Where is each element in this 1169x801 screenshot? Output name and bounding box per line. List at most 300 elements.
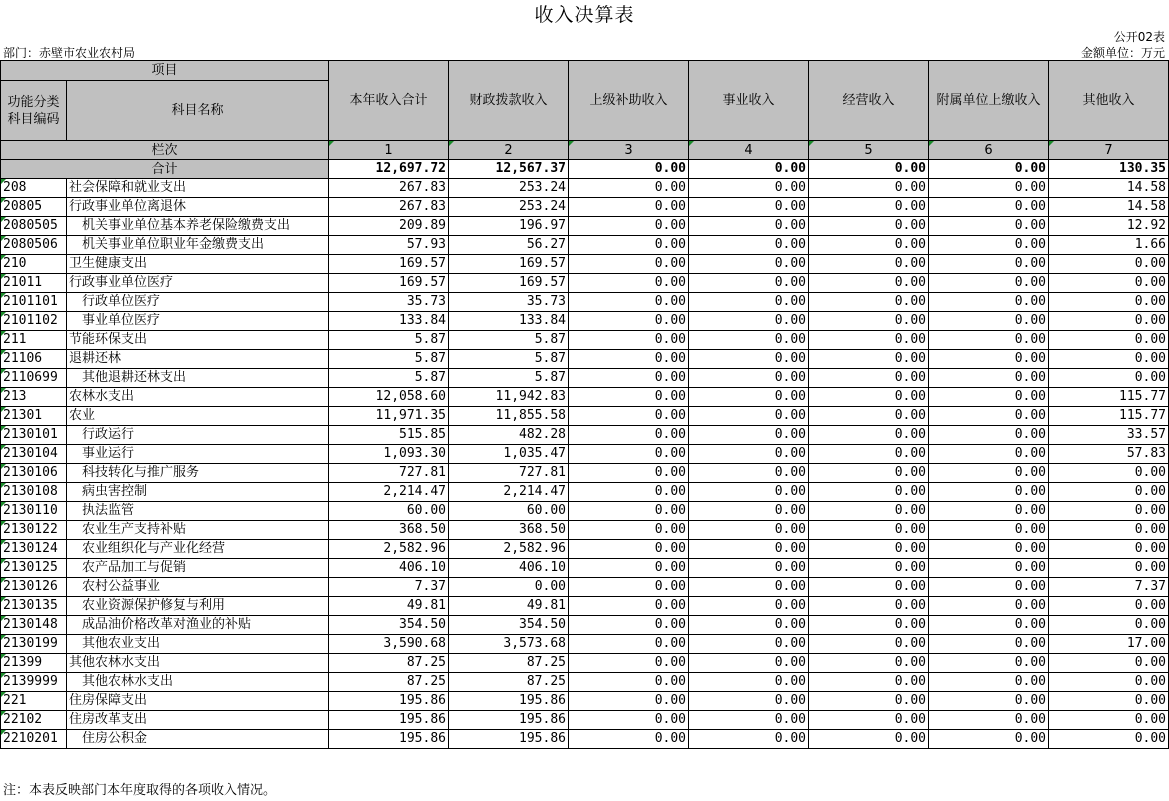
row-code: 2130199	[1, 635, 67, 654]
row-value: 267.83	[329, 198, 449, 217]
row-value: 0.00	[569, 426, 689, 445]
row-value: 0.00	[929, 692, 1049, 711]
row-value: 0.00	[1049, 673, 1169, 692]
total-value: 0.00	[809, 160, 929, 179]
row-value: 0.00	[1049, 255, 1169, 274]
row-value: 0.00	[569, 559, 689, 578]
table-row	[1, 730, 1169, 749]
column-index: 6	[929, 141, 1049, 160]
row-value: 0.00	[569, 578, 689, 597]
row-value: 0.00	[689, 179, 809, 198]
row-name: 农村公益事业	[67, 578, 329, 597]
row-value: 0.00	[1049, 274, 1169, 293]
row-value: 195.86	[449, 692, 569, 711]
row-value: 0.00	[569, 540, 689, 559]
row-value: 0.00	[689, 369, 809, 388]
row-value: 368.50	[449, 521, 569, 540]
row-value: 0.00	[569, 179, 689, 198]
row-code: 210	[1, 255, 67, 274]
row-value: 0.00	[569, 198, 689, 217]
row-value: 11,942.83	[449, 388, 569, 407]
header-col-5: 经营收入	[809, 61, 929, 141]
row-value: 0.00	[1049, 502, 1169, 521]
total-value: 130.35	[1049, 160, 1169, 179]
row-name: 事业单位医疗	[67, 312, 329, 331]
row-value: 209.89	[329, 217, 449, 236]
row-value: 0.00	[689, 274, 809, 293]
row-value: 2,582.96	[449, 540, 569, 559]
total-value: 12,567.37	[449, 160, 569, 179]
row-name: 事业运行	[67, 445, 329, 464]
table-row	[1, 293, 1169, 312]
row-name: 行政事业单位离退休	[67, 198, 329, 217]
row-name: 卫生健康支出	[67, 255, 329, 274]
row-value: 0.00	[689, 540, 809, 559]
row-value: 0.00	[569, 236, 689, 255]
row-value: 0.00	[929, 730, 1049, 749]
row-value: 0.00	[1049, 483, 1169, 502]
row-value: 0.00	[1049, 730, 1169, 749]
row-value: 0.00	[929, 255, 1049, 274]
row-code: 2080505	[1, 217, 67, 236]
row-value: 0.00	[569, 350, 689, 369]
row-code: 2130110	[1, 502, 67, 521]
total-value: 0.00	[569, 160, 689, 179]
row-value: 0.00	[809, 179, 929, 198]
row-value: 0.00	[569, 464, 689, 483]
row-value: 5.87	[329, 369, 449, 388]
row-value: 169.57	[329, 255, 449, 274]
row-value: 0.00	[809, 692, 929, 711]
row-value: 0.00	[569, 730, 689, 749]
row-value: 0.00	[1049, 350, 1169, 369]
row-value: 253.24	[449, 198, 569, 217]
row-value: 0.00	[689, 711, 809, 730]
row-value: 0.00	[689, 312, 809, 331]
table-row	[1, 369, 1169, 388]
row-value: 0.00	[929, 388, 1049, 407]
row-value: 3,590.68	[329, 635, 449, 654]
row-name: 住房改革支出	[67, 711, 329, 730]
row-value: 5.87	[449, 369, 569, 388]
table-row	[1, 597, 1169, 616]
row-value: 0.00	[569, 616, 689, 635]
row-value: 0.00	[929, 616, 1049, 635]
row-value: 0.00	[809, 711, 929, 730]
table-row	[1, 179, 1169, 198]
row-value: 354.50	[449, 616, 569, 635]
column-index-row	[1, 141, 1169, 160]
row-value: 0.00	[809, 502, 929, 521]
table-row	[1, 445, 1169, 464]
row-value: 12,058.60	[329, 388, 449, 407]
row-value: 87.25	[329, 673, 449, 692]
row-value: 0.00	[449, 578, 569, 597]
row-code: 20805	[1, 198, 67, 217]
row-value: 133.84	[449, 312, 569, 331]
row-code: 221	[1, 692, 67, 711]
row-value: 0.00	[809, 578, 929, 597]
row-name: 机关事业单位职业年金缴费支出	[67, 236, 329, 255]
row-code: 2130125	[1, 559, 67, 578]
row-value: 0.00	[809, 369, 929, 388]
row-value: 0.00	[569, 483, 689, 502]
row-value: 0.00	[809, 483, 929, 502]
row-value: 0.00	[689, 483, 809, 502]
row-value: 0.00	[569, 521, 689, 540]
row-name: 农林水支出	[67, 388, 329, 407]
column-index: 2	[449, 141, 569, 160]
row-code: 2139999	[1, 673, 67, 692]
row-name: 农业组织化与产业化经营	[67, 540, 329, 559]
row-code: 22102	[1, 711, 67, 730]
table-row	[1, 274, 1169, 293]
table-row	[1, 673, 1169, 692]
row-value: 0.00	[929, 540, 1049, 559]
row-value: 0.00	[1049, 654, 1169, 673]
row-value: 87.25	[449, 673, 569, 692]
header-code: 功能分类科目编码	[1, 81, 67, 141]
row-name: 住房公积金	[67, 730, 329, 749]
row-value: 0.00	[1049, 312, 1169, 331]
row-value: 0.00	[809, 388, 929, 407]
header-item: 项目	[1, 61, 329, 81]
row-value: 60.00	[449, 502, 569, 521]
row-value: 0.00	[929, 597, 1049, 616]
row-value: 406.10	[329, 559, 449, 578]
row-value: 1,093.30	[329, 445, 449, 464]
row-value: 0.00	[569, 711, 689, 730]
row-value: 0.00	[809, 236, 929, 255]
row-value: 0.00	[929, 369, 1049, 388]
row-value: 60.00	[329, 502, 449, 521]
row-value: 0.00	[809, 274, 929, 293]
row-value: 0.00	[809, 293, 929, 312]
row-value: 2,214.47	[329, 483, 449, 502]
row-value: 7.37	[1049, 578, 1169, 597]
column-index: 5	[809, 141, 929, 160]
table-row	[1, 502, 1169, 521]
row-value: 57.83	[1049, 445, 1169, 464]
row-value: 0.00	[929, 236, 1049, 255]
row-value: 33.57	[1049, 426, 1169, 445]
row-value: 0.00	[689, 217, 809, 236]
row-value: 0.00	[569, 692, 689, 711]
row-name: 行政事业单位医疗	[67, 274, 329, 293]
row-value: 0.00	[809, 559, 929, 578]
row-value: 195.86	[329, 692, 449, 711]
row-name: 执法监管	[67, 502, 329, 521]
row-value: 0.00	[809, 255, 929, 274]
row-value: 0.00	[929, 217, 1049, 236]
row-value: 0.00	[689, 426, 809, 445]
row-value: 0.00	[929, 464, 1049, 483]
form-number: 公开02表	[1113, 30, 1165, 44]
row-value: 49.81	[449, 597, 569, 616]
header-col-1: 本年收入合计	[329, 61, 449, 141]
row-value: 35.73	[449, 293, 569, 312]
row-name: 成品油价格改革对渔业的补贴	[67, 616, 329, 635]
row-value: 0.00	[569, 312, 689, 331]
row-name: 科技转化与推广服务	[67, 464, 329, 483]
header-col-2: 财政拨款收入	[449, 61, 569, 141]
row-name: 机关事业单位基本养老保险缴费支出	[67, 217, 329, 236]
row-value: 0.00	[809, 540, 929, 559]
row-value: 87.25	[449, 654, 569, 673]
row-value: 0.00	[809, 198, 929, 217]
row-name: 退耕还林	[67, 350, 329, 369]
table-row	[1, 426, 1169, 445]
row-value: 115.77	[1049, 388, 1169, 407]
row-name: 病虫害控制	[67, 483, 329, 502]
row-value: 0.00	[569, 293, 689, 312]
total-row	[1, 160, 1169, 179]
row-value: 0.00	[689, 673, 809, 692]
row-value: 115.77	[1049, 407, 1169, 426]
row-value: 0.00	[929, 559, 1049, 578]
row-value: 0.00	[929, 521, 1049, 540]
row-value: 482.28	[449, 426, 569, 445]
row-value: 0.00	[809, 635, 929, 654]
row-value: 0.00	[929, 407, 1049, 426]
table-row	[1, 635, 1169, 654]
row-value: 0.00	[689, 692, 809, 711]
row-value: 0.00	[809, 673, 929, 692]
row-value: 5.87	[449, 350, 569, 369]
row-value: 49.81	[329, 597, 449, 616]
row-value: 0.00	[929, 426, 1049, 445]
row-value: 195.86	[329, 730, 449, 749]
row-value: 0.00	[929, 654, 1049, 673]
row-value: 169.57	[329, 274, 449, 293]
row-value: 2,582.96	[329, 540, 449, 559]
row-value: 11,971.35	[329, 407, 449, 426]
row-value: 2,214.47	[449, 483, 569, 502]
row-code: 21399	[1, 654, 67, 673]
row-value: 195.86	[449, 730, 569, 749]
row-value: 0.00	[1049, 369, 1169, 388]
row-value: 0.00	[929, 198, 1049, 217]
row-value: 0.00	[809, 217, 929, 236]
row-code: 2210201	[1, 730, 67, 749]
table-row	[1, 654, 1169, 673]
row-value: 515.85	[329, 426, 449, 445]
column-index: 3	[569, 141, 689, 160]
row-value: 0.00	[809, 426, 929, 445]
row-code: 2110699	[1, 369, 67, 388]
row-value: 0.00	[689, 445, 809, 464]
table-row	[1, 388, 1169, 407]
row-value: 0.00	[929, 293, 1049, 312]
row-value: 406.10	[449, 559, 569, 578]
row-name: 节能环保支出	[67, 331, 329, 350]
row-value: 0.00	[569, 635, 689, 654]
row-name: 其他退耕还林支出	[67, 369, 329, 388]
row-value: 0.00	[929, 711, 1049, 730]
header-col-6: 附属单位上缴收入	[929, 61, 1049, 141]
row-code: 21011	[1, 274, 67, 293]
row-value: 5.87	[329, 331, 449, 350]
row-value: 0.00	[809, 730, 929, 749]
row-value: 0.00	[689, 654, 809, 673]
row-value: 0.00	[689, 616, 809, 635]
row-value: 0.00	[1049, 616, 1169, 635]
footnote: 注：本表反映部门本年度取得的各项收入情况。	[3, 783, 277, 798]
column-index: 7	[1049, 141, 1169, 160]
row-value: 0.00	[689, 502, 809, 521]
row-value: 35.73	[329, 293, 449, 312]
row-name: 住房保障支出	[67, 692, 329, 711]
row-value: 3,573.68	[449, 635, 569, 654]
row-value: 0.00	[569, 217, 689, 236]
unit-label: 金额单位：万元	[1080, 46, 1165, 60]
row-value: 0.00	[569, 673, 689, 692]
row-value: 0.00	[1049, 540, 1169, 559]
row-value: 253.24	[449, 179, 569, 198]
row-value: 0.00	[689, 236, 809, 255]
row-value: 133.84	[329, 312, 449, 331]
row-value: 11,855.58	[449, 407, 569, 426]
row-value: 0.00	[569, 331, 689, 350]
table-row	[1, 407, 1169, 426]
header-name: 科目名称	[67, 81, 329, 141]
header-col-4: 事业收入	[689, 61, 809, 141]
table-row	[1, 236, 1169, 255]
row-value: 0.00	[569, 255, 689, 274]
row-code: 208	[1, 179, 67, 198]
total-label: 合计	[1, 160, 329, 179]
row-value: 0.00	[929, 331, 1049, 350]
row-value: 195.86	[449, 711, 569, 730]
row-value: 0.00	[809, 521, 929, 540]
row-value: 0.00	[929, 673, 1049, 692]
header-col-3: 上级补助收入	[569, 61, 689, 141]
row-value: 1,035.47	[449, 445, 569, 464]
row-name: 农业生产支持补贴	[67, 521, 329, 540]
row-value: 0.00	[929, 578, 1049, 597]
row-name: 社会保障和就业支出	[67, 179, 329, 198]
row-value: 368.50	[329, 521, 449, 540]
row-value: 0.00	[569, 274, 689, 293]
row-value: 0.00	[809, 597, 929, 616]
row-code: 213	[1, 388, 67, 407]
row-value: 196.97	[449, 217, 569, 236]
row-value: 0.00	[569, 445, 689, 464]
row-value: 0.00	[569, 388, 689, 407]
row-value: 0.00	[569, 407, 689, 426]
header-col-7: 其他收入	[1049, 61, 1169, 141]
row-value: 0.00	[929, 312, 1049, 331]
row-value: 0.00	[689, 255, 809, 274]
row-code: 2130106	[1, 464, 67, 483]
row-value: 727.81	[449, 464, 569, 483]
table-row	[1, 331, 1169, 350]
row-value: 0.00	[689, 293, 809, 312]
row-value: 5.87	[449, 331, 569, 350]
row-code: 2130104	[1, 445, 67, 464]
row-code: 21106	[1, 350, 67, 369]
row-value: 267.83	[329, 179, 449, 198]
table-row	[1, 540, 1169, 559]
row-value: 0.00	[569, 597, 689, 616]
table-row	[1, 255, 1169, 274]
table-row	[1, 578, 1169, 597]
row-name: 其他农林水支出	[67, 673, 329, 692]
row-name: 农业资源保护修复与利用	[67, 597, 329, 616]
row-value: 195.86	[329, 711, 449, 730]
table-row	[1, 692, 1169, 711]
row-value: 7.37	[329, 578, 449, 597]
row-value: 14.58	[1049, 179, 1169, 198]
row-code: 2130122	[1, 521, 67, 540]
income-table	[0, 60, 1169, 749]
row-value: 0.00	[809, 312, 929, 331]
column-index: 1	[329, 141, 449, 160]
row-code: 2101102	[1, 312, 67, 331]
total-value: 12,697.72	[329, 160, 449, 179]
row-value: 0.00	[929, 483, 1049, 502]
row-value: 169.57	[449, 274, 569, 293]
department-label: 部门：赤壁市农业农村局	[3, 46, 136, 60]
row-code: 2101101	[1, 293, 67, 312]
row-value: 0.00	[1049, 559, 1169, 578]
row-value: 1.66	[1049, 236, 1169, 255]
row-value: 0.00	[809, 445, 929, 464]
row-value: 0.00	[1049, 692, 1169, 711]
row-value: 0.00	[929, 635, 1049, 654]
table-row	[1, 198, 1169, 217]
row-value: 0.00	[569, 369, 689, 388]
report-title: 收入决算表	[534, 4, 635, 26]
column-index-label: 栏次	[1, 141, 329, 160]
row-value: 0.00	[929, 179, 1049, 198]
row-value: 0.00	[809, 616, 929, 635]
row-value: 0.00	[689, 331, 809, 350]
row-name: 农业	[67, 407, 329, 426]
table-row	[1, 616, 1169, 635]
column-index: 4	[689, 141, 809, 160]
row-value: 12.92	[1049, 217, 1169, 236]
row-name: 其他农业支出	[67, 635, 329, 654]
row-value: 56.27	[449, 236, 569, 255]
row-value: 0.00	[689, 578, 809, 597]
row-value: 0.00	[689, 350, 809, 369]
total-value: 0.00	[689, 160, 809, 179]
row-value: 0.00	[1049, 331, 1169, 350]
table-row	[1, 483, 1169, 502]
row-value: 87.25	[329, 654, 449, 673]
table-row	[1, 464, 1169, 483]
row-code: 21301	[1, 407, 67, 426]
row-value: 5.87	[329, 350, 449, 369]
row-code: 2130124	[1, 540, 67, 559]
row-value: 0.00	[569, 502, 689, 521]
row-value: 0.00	[1049, 597, 1169, 616]
row-value: 0.00	[689, 407, 809, 426]
row-code: 2130108	[1, 483, 67, 502]
total-value: 0.00	[929, 160, 1049, 179]
table-row	[1, 350, 1169, 369]
row-value: 0.00	[689, 635, 809, 654]
row-value: 0.00	[1049, 293, 1169, 312]
table-row	[1, 217, 1169, 236]
row-name: 行政单位医疗	[67, 293, 329, 312]
row-value: 0.00	[929, 502, 1049, 521]
row-value: 0.00	[1049, 711, 1169, 730]
row-value: 0.00	[689, 730, 809, 749]
row-name: 行政运行	[67, 426, 329, 445]
row-value: 17.00	[1049, 635, 1169, 654]
